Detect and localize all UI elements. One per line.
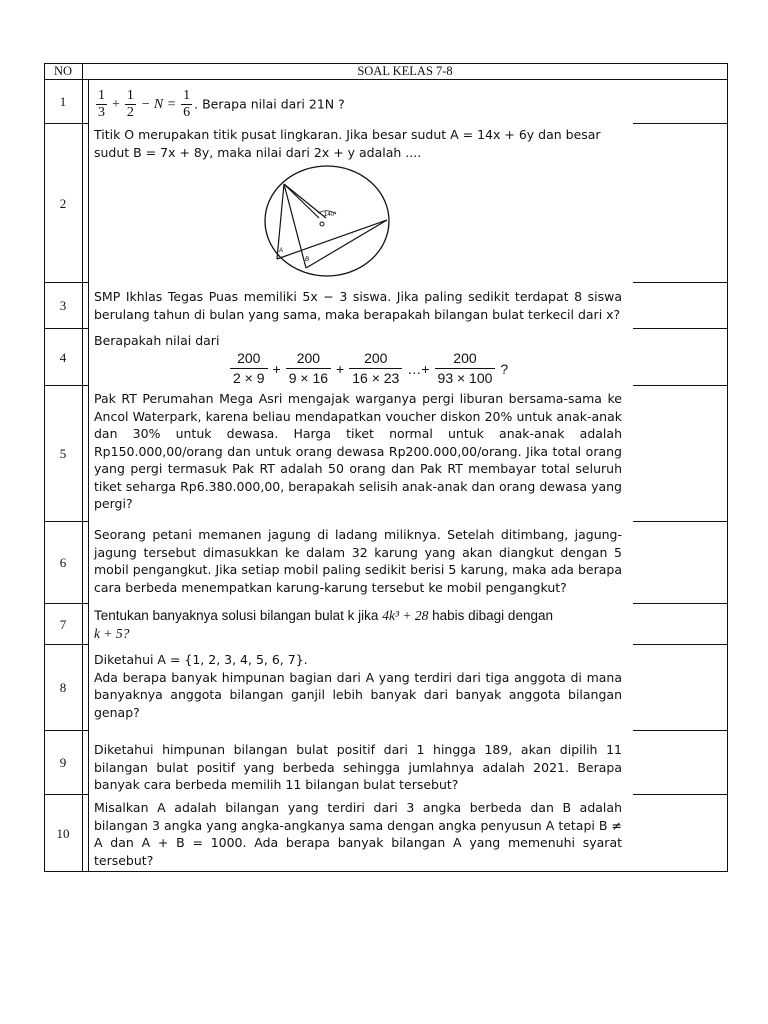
question-text: Ada berapa banyak himpunan bagian dari A yang terdiri dari tiga anggota di mana banyaknya anggota bilangan ganjil lebih banyak dari banyak anggota bilangan genap?	[94, 669, 622, 720]
row-number: 10	[56, 826, 70, 841]
question-text: sudut B = 7x + 8y, maka nilai dari 2x + y adalah ....	[94, 144, 422, 160]
row-number: 7	[59, 617, 67, 632]
fraction: $\frac{200}{93 \times 100}$	[435, 349, 496, 388]
angle-label-b: B	[305, 257, 310, 263]
question-2	[94, 126, 622, 161]
fraction: $\frac{200}{16 \times 23}$	[349, 349, 402, 388]
question-3: SMP Ikhlas Tegas Puas memiliki 5x − 3 siswa. Jika paling sedikit terdapat 8 siswa berulang tahun di bulan yang sama, maka berapakah bilangan bulat terkecil dari x?	[94, 289, 622, 322]
row-number: 3	[59, 298, 67, 313]
column-header-no: NO	[53, 64, 73, 78]
question-6: Seorang petani memanen jagung di ladang miliknya. Setelah ditimbang, jagung-jagung tersebut dimasukkan ke dalam 32 karung yang akan diangkut dengan 5 mobil pengangkut. Jika setiap mobil paling sedikit berisi 5 karung, maka ada berapa cara berbeda menempatkan karung-karung tersebut ke mobil pengangkut?	[94, 527, 622, 595]
fraction: $\frac{200}{2 \times 9}$	[230, 349, 268, 388]
row-number: 9	[59, 755, 67, 770]
question-text: Titik O merupakan titik pusat lingkaran. Jika besar sudut A = 14x + 6y dan besar	[94, 127, 601, 142]
question-8	[94, 651, 622, 721]
fraction: $\frac{1}{2}$	[126, 88, 134, 120]
row-number: 2	[59, 196, 67, 211]
question-4-expression: $\frac{200}{2 \times 9}$ + $\frac{200}{9 \times 16}$ + $\frac{200}{16 \times 23}$ …+ $\frac{200}{93 \times 100}$ ?	[228, 349, 511, 388]
row-number: 5	[59, 446, 67, 461]
question-9: Diketahui himpunan bilangan bulat positif dari 1 hingga 189, akan dipilih 11 bilangan bulat positif yang berbeda sehingga jumlahnya adalah 2021. Berapa banyak cara berbeda memilih 11 bilangan bulat tersebut?	[94, 742, 622, 792]
question-5: Pak RT Perumahan Mega Asri mengajak warganya pergi liburan bersama-sama ke Ancol Waterpark, karena beliau mendapatkan voucher diskon 20% untuk anak-anak dan 30% untuk dewasa. Harga tiket normal untuk anak-anak adalah Rp150.000,00/orang dan untuk orang dewasa Rp200.000,00/orang. Jika total orang yang pergi termasuk Pak RT adalah 50 orang dan Pak RT membayar total seluruh tiket seharga Rp6.380.000,00, berapakah selisih anak-anak dan orang dewasa yang pergi?	[94, 391, 622, 511]
row-number: 8	[59, 680, 67, 695]
row-number: 6	[59, 555, 67, 570]
question-10: Misalkan A adalah bilangan yang terdiri dari 3 angka berbeda dan B adalah bilangan 3 angka yang angka-angkanya sama dengan angka penyusun A tetapi B ≠ A dan A + B = 1000. Ada berapa banyak bilangan A yang memenuhi syarat tersebut?	[94, 800, 622, 868]
fraction: $\frac{1}{3}$	[98, 88, 105, 120]
circle-angle-figure	[262, 164, 392, 278]
question-4-intro: Berapakah nilai dari	[94, 333, 220, 348]
angle-label-a: A	[279, 248, 284, 254]
question-text: . Berapa nilai dari 21N ?	[194, 96, 345, 112]
document-title: SOAL KELAS 7-8	[357, 64, 453, 78]
fraction: $\frac{200}{9 \times 16}$	[286, 349, 331, 388]
fraction: $\frac{1}{6}$	[183, 88, 191, 120]
row-number: 1	[59, 94, 67, 109]
question-text: Diketahui A = {1, 2, 3, 4, 5, 6, 7}.	[94, 652, 308, 667]
question-7: Tentukan banyaknya solusi bilangan bulat k jika 4k³ + 28 habis dibagi dengan k + 5?	[94, 608, 553, 641]
angle-label-center: 140°	[324, 212, 337, 218]
row-number: 4	[59, 350, 67, 365]
question-1: $\frac{1}{3}$ + $\frac{1}{2}$ − N = $\frac{1}{6}$ . Berapa nilai dari 21N ?	[98, 88, 345, 120]
